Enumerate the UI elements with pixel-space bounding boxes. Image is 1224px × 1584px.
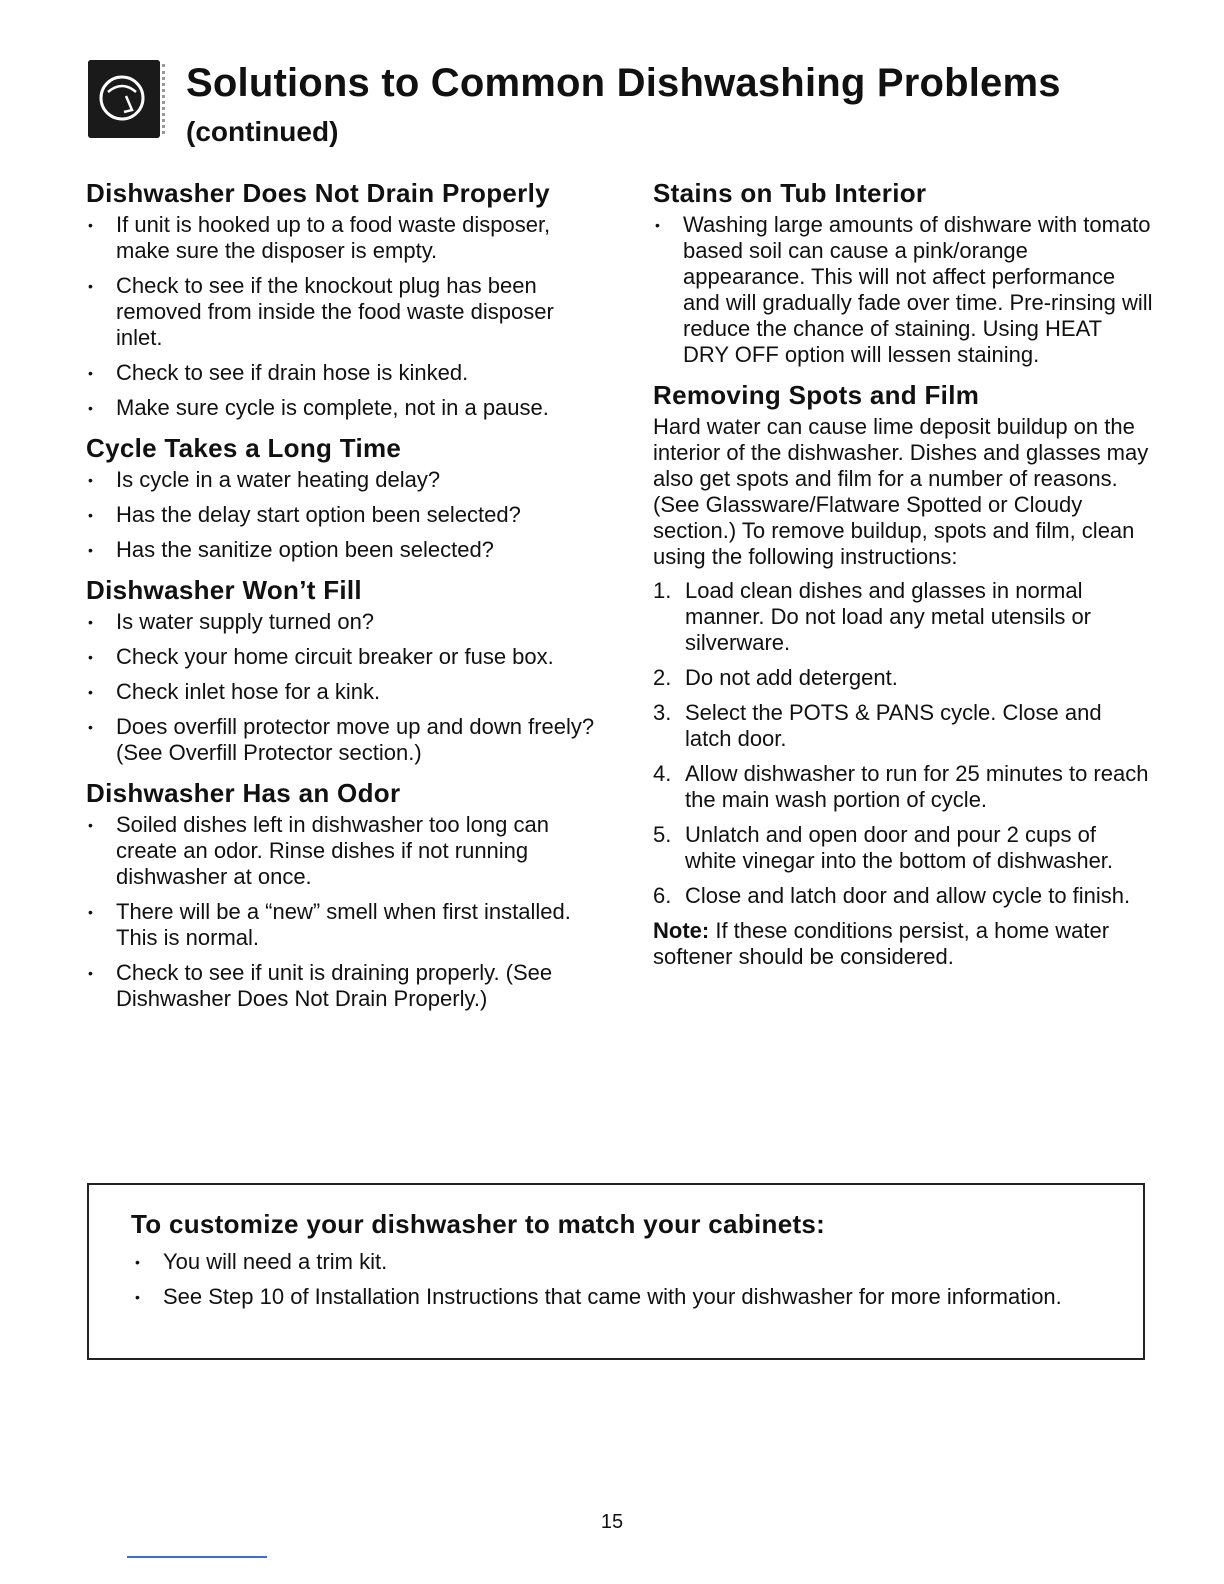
section-does-not-drain: [86, 178, 596, 421]
customize-callout-box: [87, 1183, 1145, 1360]
bullet-list: [86, 609, 596, 766]
section-heading: Dishwasher Won’t Fill: [86, 575, 362, 605]
logo-edge-decoration: [162, 64, 175, 134]
note-label: Note:: [653, 918, 710, 943]
step-item: [653, 761, 1153, 813]
list-item: • Has the sanitize option been selected?: [86, 537, 596, 563]
step-item: [653, 883, 1153, 909]
section-tub-stains: [653, 178, 1153, 368]
page-subtitle: (continued): [186, 116, 339, 147]
step-item: [653, 822, 1153, 874]
footer-rule: [127, 1556, 267, 1558]
right-column: [653, 178, 1153, 982]
section-heading: Removing Spots and Film: [653, 380, 980, 410]
list-item: • See Step 10 of Installation Instructions that came with your dishwasher for more information.: [133, 1284, 1093, 1310]
bullet-list: [86, 467, 596, 563]
step-item: [653, 578, 1153, 656]
list-item: • Check to see if drain hose is kinked.: [86, 360, 596, 386]
section-heading: Cycle Takes a Long Time: [86, 433, 402, 463]
list-item: • Is water supply turned on?: [86, 609, 596, 635]
list-item: • Check inlet hose for a kink.: [86, 679, 596, 705]
step-text: Select the POTS & PANS cycle. Close and latch door.: [685, 700, 1102, 751]
section-heading: Dishwasher Does Not Drain Properly: [86, 178, 550, 208]
step-number: 5.: [653, 822, 672, 847]
dishwasher-symbol-icon: [88, 60, 160, 138]
step-number: 4.: [653, 761, 672, 786]
step-item: [653, 700, 1153, 752]
bullet-list: [653, 212, 1153, 368]
list-item: • There will be a “new” smell when first installed. This is normal.: [86, 899, 596, 951]
list-item: • Has the delay start option been selected?: [86, 502, 596, 528]
list-item: • If unit is hooked up to a food waste disposer, make sure the disposer is empty.: [86, 212, 596, 264]
list-item: • Check your home circuit breaker or fuse box.: [86, 644, 596, 670]
step-text: Do not add detergent.: [685, 665, 898, 690]
list-item: • Check to see if the knockout plug has been removed from inside the food waste disposer inlet.: [86, 273, 596, 351]
list-item: • Soiled dishes left in dishwasher too long can create an odor. Rinse dishes if not running dishwasher at once.: [86, 812, 596, 890]
step-number: 3.: [653, 700, 672, 725]
bullet-list: [86, 212, 596, 421]
list-item: • Make sure cycle is complete, not in a pause.: [86, 395, 596, 421]
section-wont-fill: [86, 575, 596, 766]
section-heading: Stains on Tub Interior: [653, 178, 927, 208]
list-item: • Does overfill protector move up and down freely? (See Overfill Protector section.): [86, 714, 596, 766]
section-long-cycle: [86, 433, 596, 563]
section-heading: Dishwasher Has an Odor: [86, 778, 401, 808]
step-number: 2.: [653, 665, 672, 690]
step-text: Load clean dishes and glasses in normal manner. Do not load any metal utensils or silverware.: [685, 578, 1092, 655]
step-list: [653, 578, 1153, 909]
section-spots-film: [653, 380, 1153, 970]
step-number: 1.: [653, 578, 672, 603]
note-text: If these conditions persist, a home water softener should be considered.: [653, 918, 1110, 969]
step-text: Close and latch door and allow cycle to finish.: [685, 883, 1131, 908]
list-item: • Washing large amounts of dishware with tomato based soil can cause a pink/orange appearance. This will not affect performance and will gradually fade over time. Pre-rinsing will reduce the chance of staining. Using HEAT DRY OFF option will lessen staining.: [653, 212, 1153, 368]
step-item: [653, 665, 1153, 691]
bullet-list: [86, 812, 596, 1012]
callout-heading: To customize your dishwasher to match your cabinets:: [131, 1209, 826, 1239]
step-number: 6.: [653, 883, 672, 908]
bullet-list: [133, 1249, 1093, 1319]
step-text: Unlatch and open door and pour 2 cups of white vinegar into the bottom of dishwasher.: [685, 822, 1114, 873]
left-column: [86, 178, 596, 1024]
list-item: • Check to see if unit is draining properly. (See Dishwasher Does Not Drain Properly.): [86, 960, 596, 1012]
section-intro: Hard water can cause lime deposit buildup on the interior of the dishwasher. Dishes and glasses may also get spots and film for a number of reasons. (See Glassware/Flatware Spotted or Cloudy section.) To remove buildup, spots and film, clean using the following instructions:: [653, 414, 1149, 569]
step-text: Allow dishwasher to run for 25 minutes to reach the main wash portion of cycle.: [685, 761, 1149, 812]
list-item: • Is cycle in a water heating delay?: [86, 467, 596, 493]
page-number: 15: [600, 1511, 624, 1533]
list-item: • You will need a trim kit.: [133, 1249, 1093, 1275]
page-title: Solutions to Common Dishwashing Problems: [186, 61, 1061, 105]
section-odor: [86, 778, 596, 1012]
note: [653, 918, 1153, 970]
